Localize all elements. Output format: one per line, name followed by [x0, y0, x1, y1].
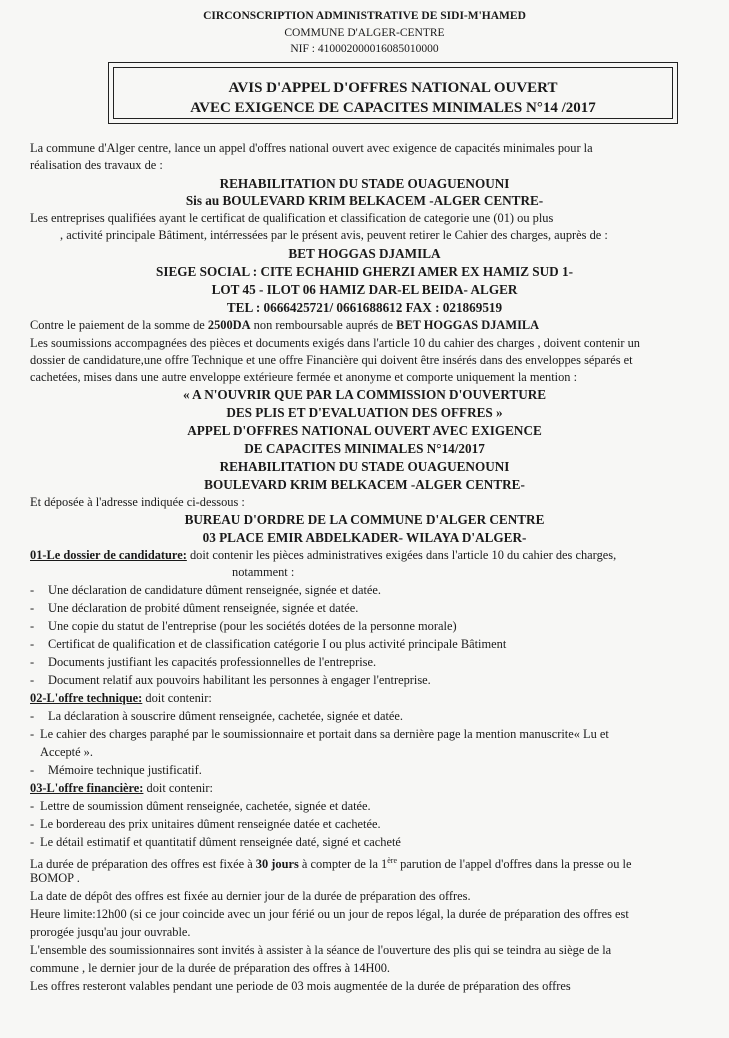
section-01-item: - Certificat de qualification et de classification catégorie I ou plus activité principale Bâtiment [30, 637, 507, 651]
section-01-notamment: notamment : [232, 565, 295, 579]
intro-line-2: réalisation des travaux de : [30, 158, 163, 172]
section-03-label: 03-L'offre financière: [30, 781, 144, 795]
deadline-line-1: Heure limite:12h00 (si ce jour coincide avec un jour férié ou un jour de repos légal, la durée de préparation des offres est [30, 907, 629, 921]
payment-middle: non remboursable auprés de [250, 318, 397, 332]
section-02-item: - La déclaration à souscrire dûment renseignée, cachetée, signée et datée. [30, 709, 404, 723]
opening-line-1: L'ensemble des soumissionnaires sont invités à assister à la séance de l'ouverture des plis qui se teindra au siège de la [30, 943, 612, 957]
section-03-item: - Lettre de soumission dûment renseignée, cachetée, signée et datée. [30, 799, 371, 813]
mention-line-1: « A N'OUVRIR QUE PAR LA COMMISSION D'OUVERTURE [182, 387, 547, 402]
bureau-line-2: 03 PLACE EMIR ABDELKADER- WILAYA D'ALGER- [202, 530, 527, 545]
submission-line-1: Les soumissions accompagnées des pièces et documents exigés dans l'article 10 du cahier des charges , doivent contenir un [30, 336, 640, 350]
title-box-inner [113, 67, 673, 119]
section-01-item: - Une copie du statut de l'entreprise (pour les sociétés dotées de la personne morale) [30, 619, 457, 633]
bet-siege: SIEGE SOCIAL : CITE ECHAHID GHERZI AMER EX HAMIZ SUD 1- [156, 264, 573, 279]
header-circonscription: CIRCONSCRIPTION ADMINISTRATIVE DE SIDI-M'HAMED [203, 10, 526, 22]
mention-line-3: APPEL D'OFFRES NATIONAL OUVERT AVEC EXIGENCE [187, 423, 542, 438]
payment-bet: BET HOGGAS DJAMILA [396, 318, 540, 332]
deadline-line-2: prorogée jusqu'au jour ouvrable. [30, 925, 191, 939]
mention-line-5: REHABILITATION DU STADE OUAGUENOUNI [219, 459, 510, 474]
bet-contact: TEL : 0666425721/ 0661688612 FAX : 021869519 [226, 300, 503, 315]
title-line-2: AVEC EXIGENCE DE CAPACITES MINIMALES N°14 /2017 [190, 100, 596, 116]
section-03-item: - Le détail estimatif et quantitatif dûment renseignée daté, signé et cacheté [30, 835, 401, 849]
payment-prefix: Contre le paiement de la somme de [30, 318, 208, 332]
section-02-item-continued: Accepté ». [40, 745, 93, 759]
submission-line-3: cachetées, mises dans une autre enveloppe extérieure fermée et anonyme et comporte uniquement la mention : [30, 370, 578, 384]
section-01-item: - Document relatif aux pouvoirs habilitant les personnes à engager l'entreprise. [30, 673, 431, 687]
title-box [108, 62, 678, 124]
payment-amount: 2500DA [207, 318, 251, 332]
eligibility-line-1: Les entreprises qualifiées ayant le certificat de qualification et classification de categorie une (01) ou plus [30, 211, 554, 225]
eligibility-line-2: , activité principale Bâtiment, intérressées par le présent avis, peuvent retirer le Cahier des charges, auprès de : [60, 228, 608, 242]
section-01-item: - Une déclaration de candidature dûment renseignée, signée et datée. [30, 583, 382, 597]
project-address: Sis au BOULEVARD KRIM BELKACEM -ALGER CENTRE- [185, 193, 544, 208]
title-line-1: AVIS D'APPEL D'OFFRES NATIONAL OUVERT [228, 80, 558, 96]
section-03-text: doit contenir: [143, 781, 213, 795]
section-01-item: - Une déclaration de probité dûment renseignée, signée et datée. [30, 601, 359, 615]
section-01-label: 01-Le dossier de candidature: [30, 548, 187, 562]
submission-line-2: dossier de candidature,une offre Technique et une offre Financière qui doivent être insérés dans des enveloppes séparés et [30, 353, 633, 367]
bet-name: BET HOGGAS DJAMILA [288, 246, 441, 261]
section-02-item: - Le cahier des charges paraphé par le soumissionnaire et portait dans sa dernière page la mention manuscrite« Lu et [30, 727, 609, 741]
bet-lot: LOT 45 - ILOT 06 HAMIZ DAR-EL BEIDA- ALGER [211, 282, 518, 297]
section-02-label: 02-L'offre technique: [30, 691, 143, 705]
opening-line-2: commune , le dernier jour de la durée de préparation des offres à 14H00. [30, 961, 390, 975]
header-nif: NIF : 410002000016085010000 [290, 43, 439, 55]
bureau-line-1: BUREAU D'ORDRE DE LA COMMUNE D'ALGER CENTRE [184, 512, 545, 527]
mention-line-4: DE CAPACITES MINIMALES N°14/2017 [244, 441, 485, 456]
section-02-text: doit contenir: [142, 691, 212, 705]
section-02-item: - Mémoire technique justificatif. [30, 763, 202, 777]
duration-days: 30 jours [255, 857, 299, 872]
validity-line: Les offres resteront valables pendant une periode de 03 mois augmentée de la durée de préparation des offres [30, 979, 571, 993]
header-commune: COMMUNE D'ALGER-CENTRE [284, 27, 445, 39]
mention-line-6: BOULEVARD KRIM BELKACEM -ALGER CENTRE- [204, 477, 525, 492]
deposit-line: Et déposée à l'adresse indiquée ci-dessous : [30, 495, 245, 509]
section-01-item: - Documents justifiant les capacités professionnelles de l'entreprise. [30, 655, 377, 669]
intro-line-1: La commune d'Alger centre, lance un appel d'offres national ouvert avec exigence de capacités minimales pour la [30, 141, 593, 155]
duration-bomop: BOMOP . [30, 871, 80, 885]
section-03-heading [30, 781, 213, 796]
section-01-text: doit contenir les pièces administratives exigées dans l'article 10 du cahier des charges, [186, 548, 617, 562]
project-title: REHABILITATION DU STADE OUAGUENOUNI [219, 176, 510, 191]
section-03-item: - Le bordereau des prix unitaires dûment renseignée datée et cachetée. [30, 817, 381, 831]
mention-line-2: DES PLIS ET D'EVALUATION DES OFFRES » [226, 405, 503, 420]
duration-line: La durée de préparation des offres est fixée à 30 jours à compter de la 1ère parution de l'appel d'offres dans la presse ou le [30, 856, 632, 872]
deposit-date-line: La date de dépôt des offres est fixée au dernier jour de la durée de préparation des offres. [30, 889, 471, 903]
section-02-heading [30, 691, 212, 706]
section-01-heading [30, 548, 616, 563]
payment-line [30, 318, 539, 333]
